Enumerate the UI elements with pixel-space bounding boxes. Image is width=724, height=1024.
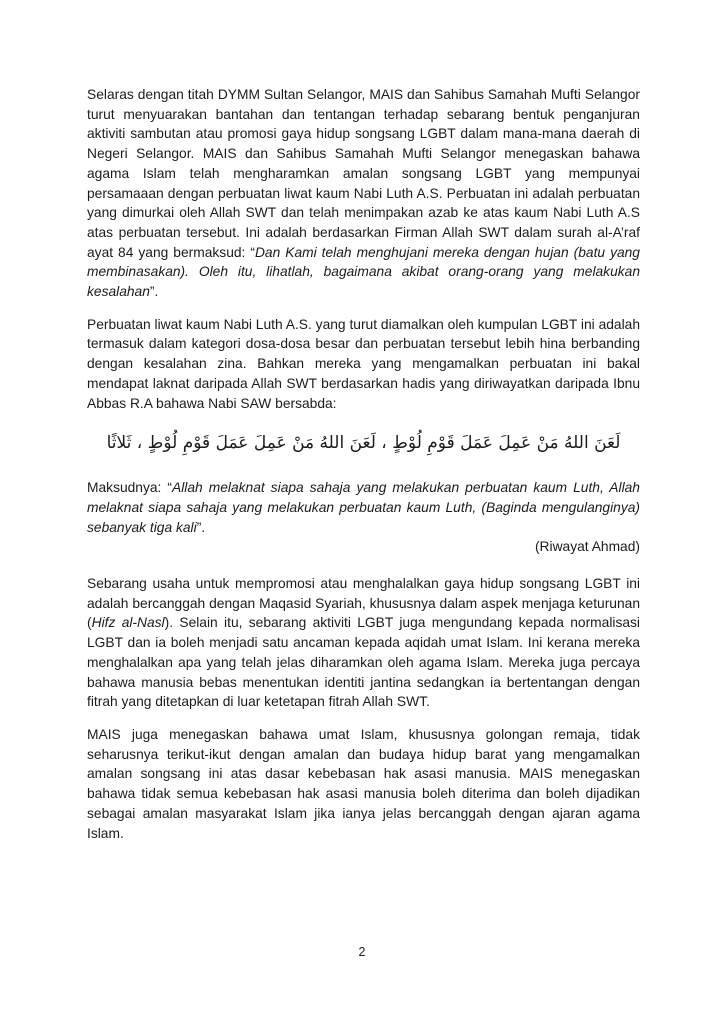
hadith-translation-italic: Allah melaknat siapa sahaja yang melakukan perbuatan kaum Luth, Allah melaknat siapa sahaja yang melakukan perbuatan kaum Luth, (Baginda mengulanginya) sebanyak tiga kali xyxy=(87,480,640,535)
document-body xyxy=(87,85,640,856)
hadith-attribution: (Riwayat Ahmad) xyxy=(534,539,640,555)
paragraph-remaja-hak-asasi: MAIS juga menegaskan bahawa umat Islam, khususnya golongan remaja, tidak seharusnya terikut-ikut dengan amalan dan budaya hidup barat yang mengamalkan amalan songsang ini atas dasar kebebasan hak asasi manusia. MAIS menegaskan bahawa tidak semua kebebasan hak asasi manusia boleh diterima dan boleh dijadikan sebagai amalan masyarakat Islam jika ianya jelas bercanggah dengan ajaran agama Islam. xyxy=(87,726,640,841)
translation-closing: ”. xyxy=(196,519,206,535)
paragraph-liwat-hadis-intro: Perbuatan liwat kaum Nabi Luth A.S. yang turut diamalkan oleh kumpulan LGBT ini adalah termasuk dalam kategori dosa-dosa besar dan perbuatan tersebut lebih hina berbanding dengan kesalahan zina. Bahkan mereka yang mengamalkan perbuatan ini bakal mendapat laknat daripada Allah SWT berdasarkan hadis yang diriwayatkan daripada Ibnu Abbas R.A bahawa Nabi SAW bersabda: xyxy=(87,316,640,411)
hadith-arabic-text: لَعَنَ اللهُ مَنْ عَمِلَ عَمَلَ قَوْمِ لُوْطٍ ، لَعَنَ اللهُ مَنْ عَمِلَ عَمَلَ قَوْمِ لُوْطٍ ، ثَلاثًا xyxy=(106,433,621,454)
paragraph-statement-sultan xyxy=(87,85,640,302)
paragraph-1-text: Selaras dengan titah DYMM Sultan Selangor, MAIS dan Sahibus Samahah Mufti Selangor turut menyuarakan bantahan dan tentangan terhadap sebarang bentuk penganjuran aktiviti sambutan atau promosi gaya hidup songsang LGBT dalam mana-mana daerah di Negeri Selangor. MAIS dan Sahibus Samahah Mufti Selangor menegaskan bahawa agama Islam telah mengharamkan amalan songsang LGBT yang mempunyai persamaaan dengan perbuatan liwat kaum Nabi Luth A.S. Perbuatan ini adalah perbuatan yang dimurkai oleh Allah SWT dan telah menimpakan azab ke atas kaum Nabi Luth A.S atas perbuatan tersebut. Ini adalah berdasarkan Firman Allah SWT dalam surah al-A’raf ayat 84 yang bermaksud: “ xyxy=(87,87,640,260)
paragraph-4-text-a: Sebarang usaha untuk mempromosi atau menghalalkan gaya hidup songsang LGBT ini adalah bercanggah dengan Maqasid Syariah, khususnya dalam aspek menjaga keturunan ( xyxy=(87,576,640,631)
quran-quote-italic: Dan Kami telah menghujani mereka dengan hujan (batu yang membinasakan). Oleh itu, lihatlah, bagaimana akibat orang-orang yang melakukan kesalahan xyxy=(87,244,640,300)
paragraph-4-text-b: ). Selain itu, sebarang aktiviti LGBT juga mengundang kepada normalisasi LGBT dan ia boleh menjadi satu ancaman kepada aqidah umat Islam. Ini kerana mereka menghalalkan apa yang telah jelas diharamkan oleh agama Islam. Mereka juga percaya bahawa manusia bebas menentukan identiti jantina sedangkan ia bertentangan dengan fitrah yang ditetapkan di luar ketetapan fitrah Allah SWT. xyxy=(87,615,640,710)
paragraph-maqasid-syariah xyxy=(87,574,640,712)
hifz-al-nasl-italic: Hifz al-Nasl xyxy=(91,615,165,631)
page-number: 2 xyxy=(358,945,366,959)
paragraph-1-closing: ”. xyxy=(149,284,159,300)
translation-prefix: Maksudnya: “ xyxy=(87,480,173,496)
paragraph-hadith-translation xyxy=(87,478,640,537)
